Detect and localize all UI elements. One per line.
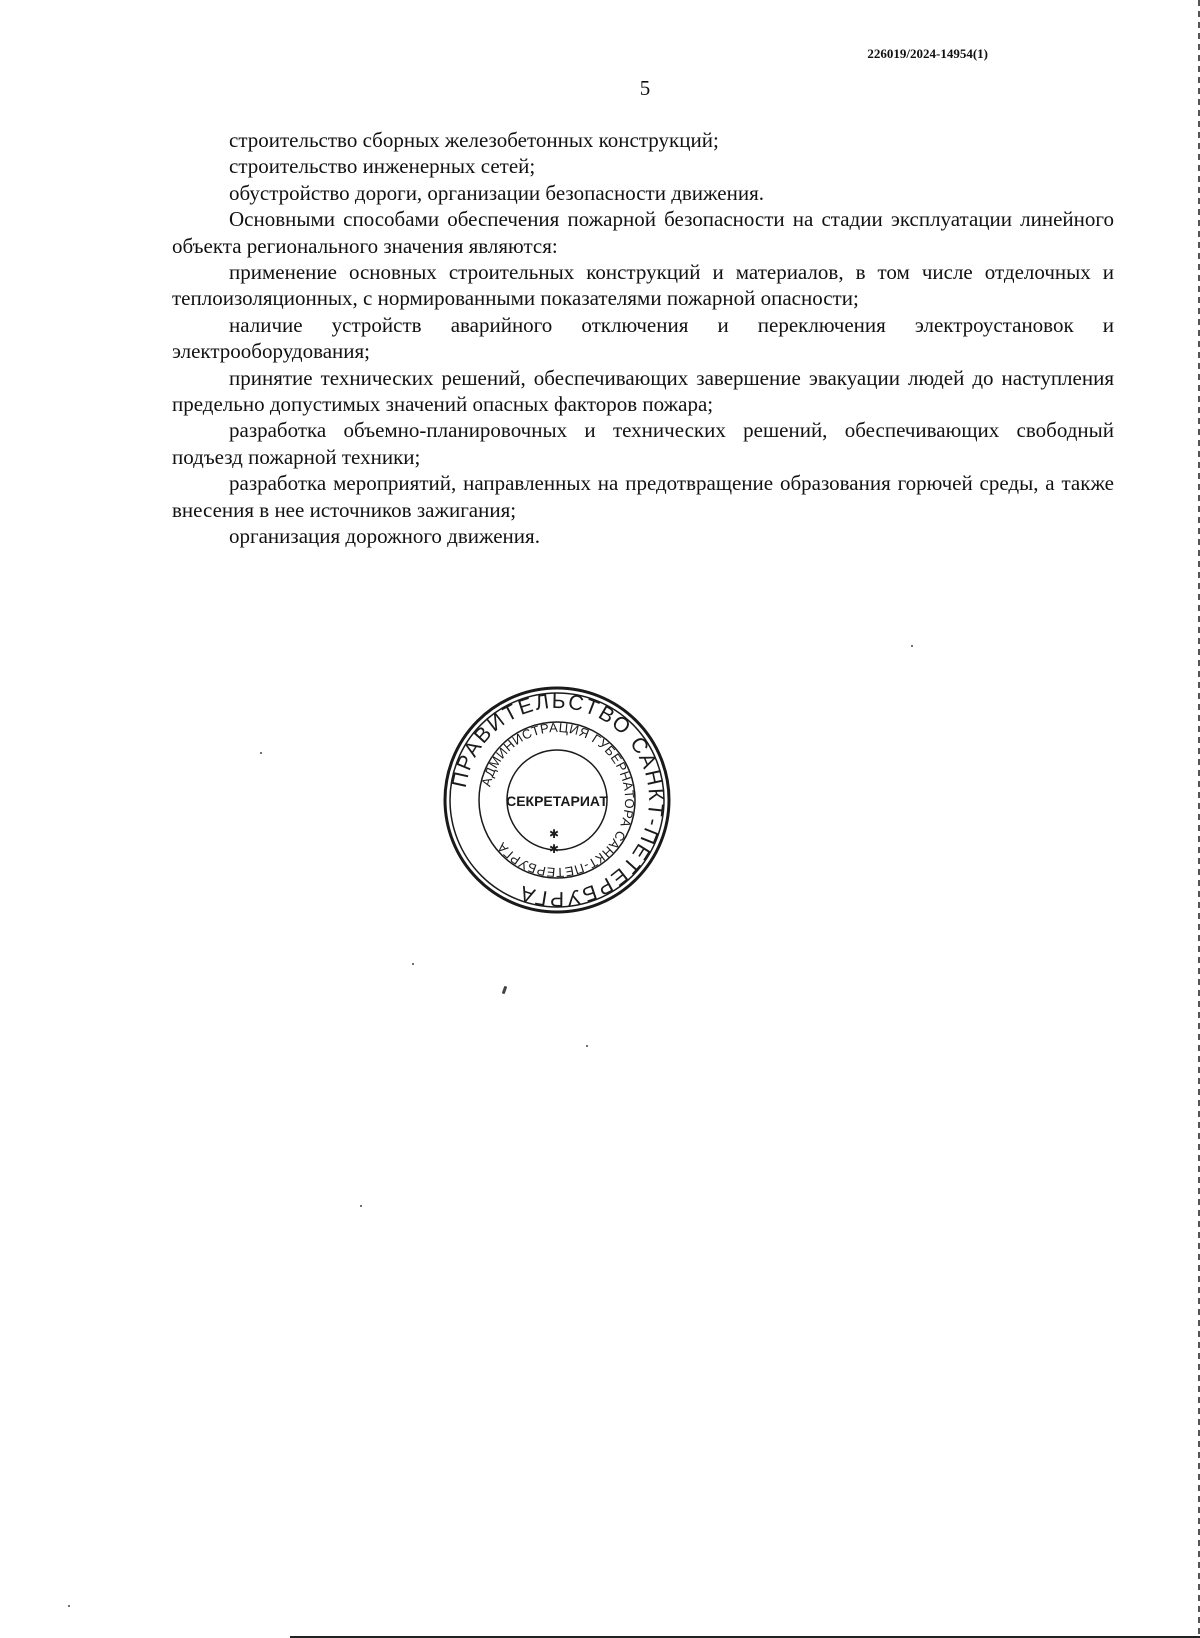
- paragraph: принятие технических решений, обеспечивающих завершение эвакуации людей до наступления предельно допустимых значений опасных факторов пожара;: [172, 365, 1114, 417]
- scan-speck: [586, 1045, 588, 1047]
- document-number: 226019/2024-14954(1): [867, 46, 988, 61]
- paragraph: обустройство дороги, организации безопасности движения.: [229, 180, 764, 205]
- stamp-inner-text: АДМИНИСТРАЦИЯ ГУБЕРНАТОРА САНКТ-ПЕТЕРБУРГА: [478, 719, 638, 881]
- stamp-center-text: СЕКРЕТАРИАТ: [506, 793, 608, 809]
- official-stamp: [442, 685, 672, 915]
- paragraph: применение основных строительных конструкций и материалов, в том числе отделочных и теплоизоляционных, с нормированными показателями пожарной опасности;: [172, 260, 1114, 311]
- star-icon: ✱: [549, 842, 560, 856]
- paragraph: разработка объемно-планировочных и технических решений, обеспечивающих свободный подъезд пожарной техники;: [172, 418, 1114, 469]
- scan-speck: [911, 645, 913, 647]
- paragraph: строительство сборных железобетонных конструкций;: [229, 128, 719, 152]
- document-body: [172, 127, 1114, 550]
- paragraph: Основными способами обеспечения пожарной безопасности на стадии эксплуатации линейного объекта регионального значения являются:: [172, 207, 1114, 258]
- paragraph: строительство инженерных сетей;: [229, 154, 536, 179]
- stamp-outer-text: ПРАВИТЕЛЬСТВО САНКТ-ПЕТЕРБУРГА: [447, 689, 668, 911]
- scan-speck: [360, 1205, 362, 1207]
- paragraph: организация дорожного движения.: [229, 524, 540, 549]
- scan-speck: [502, 986, 508, 995]
- star-icon: ✱: [549, 827, 560, 841]
- scan-speck: [412, 963, 414, 965]
- page-number: 5: [639, 76, 651, 100]
- paragraph: разработка мероприятий, направленных на предотвращение образования горючей среды, а также внесения в нее источников зажигания;: [172, 471, 1114, 522]
- scan-speck: [68, 1605, 70, 1607]
- paragraph: наличие устройств аварийного отключения и переключения электроустановок и электрооборудования;: [172, 312, 1114, 364]
- scan-speck: [260, 752, 262, 754]
